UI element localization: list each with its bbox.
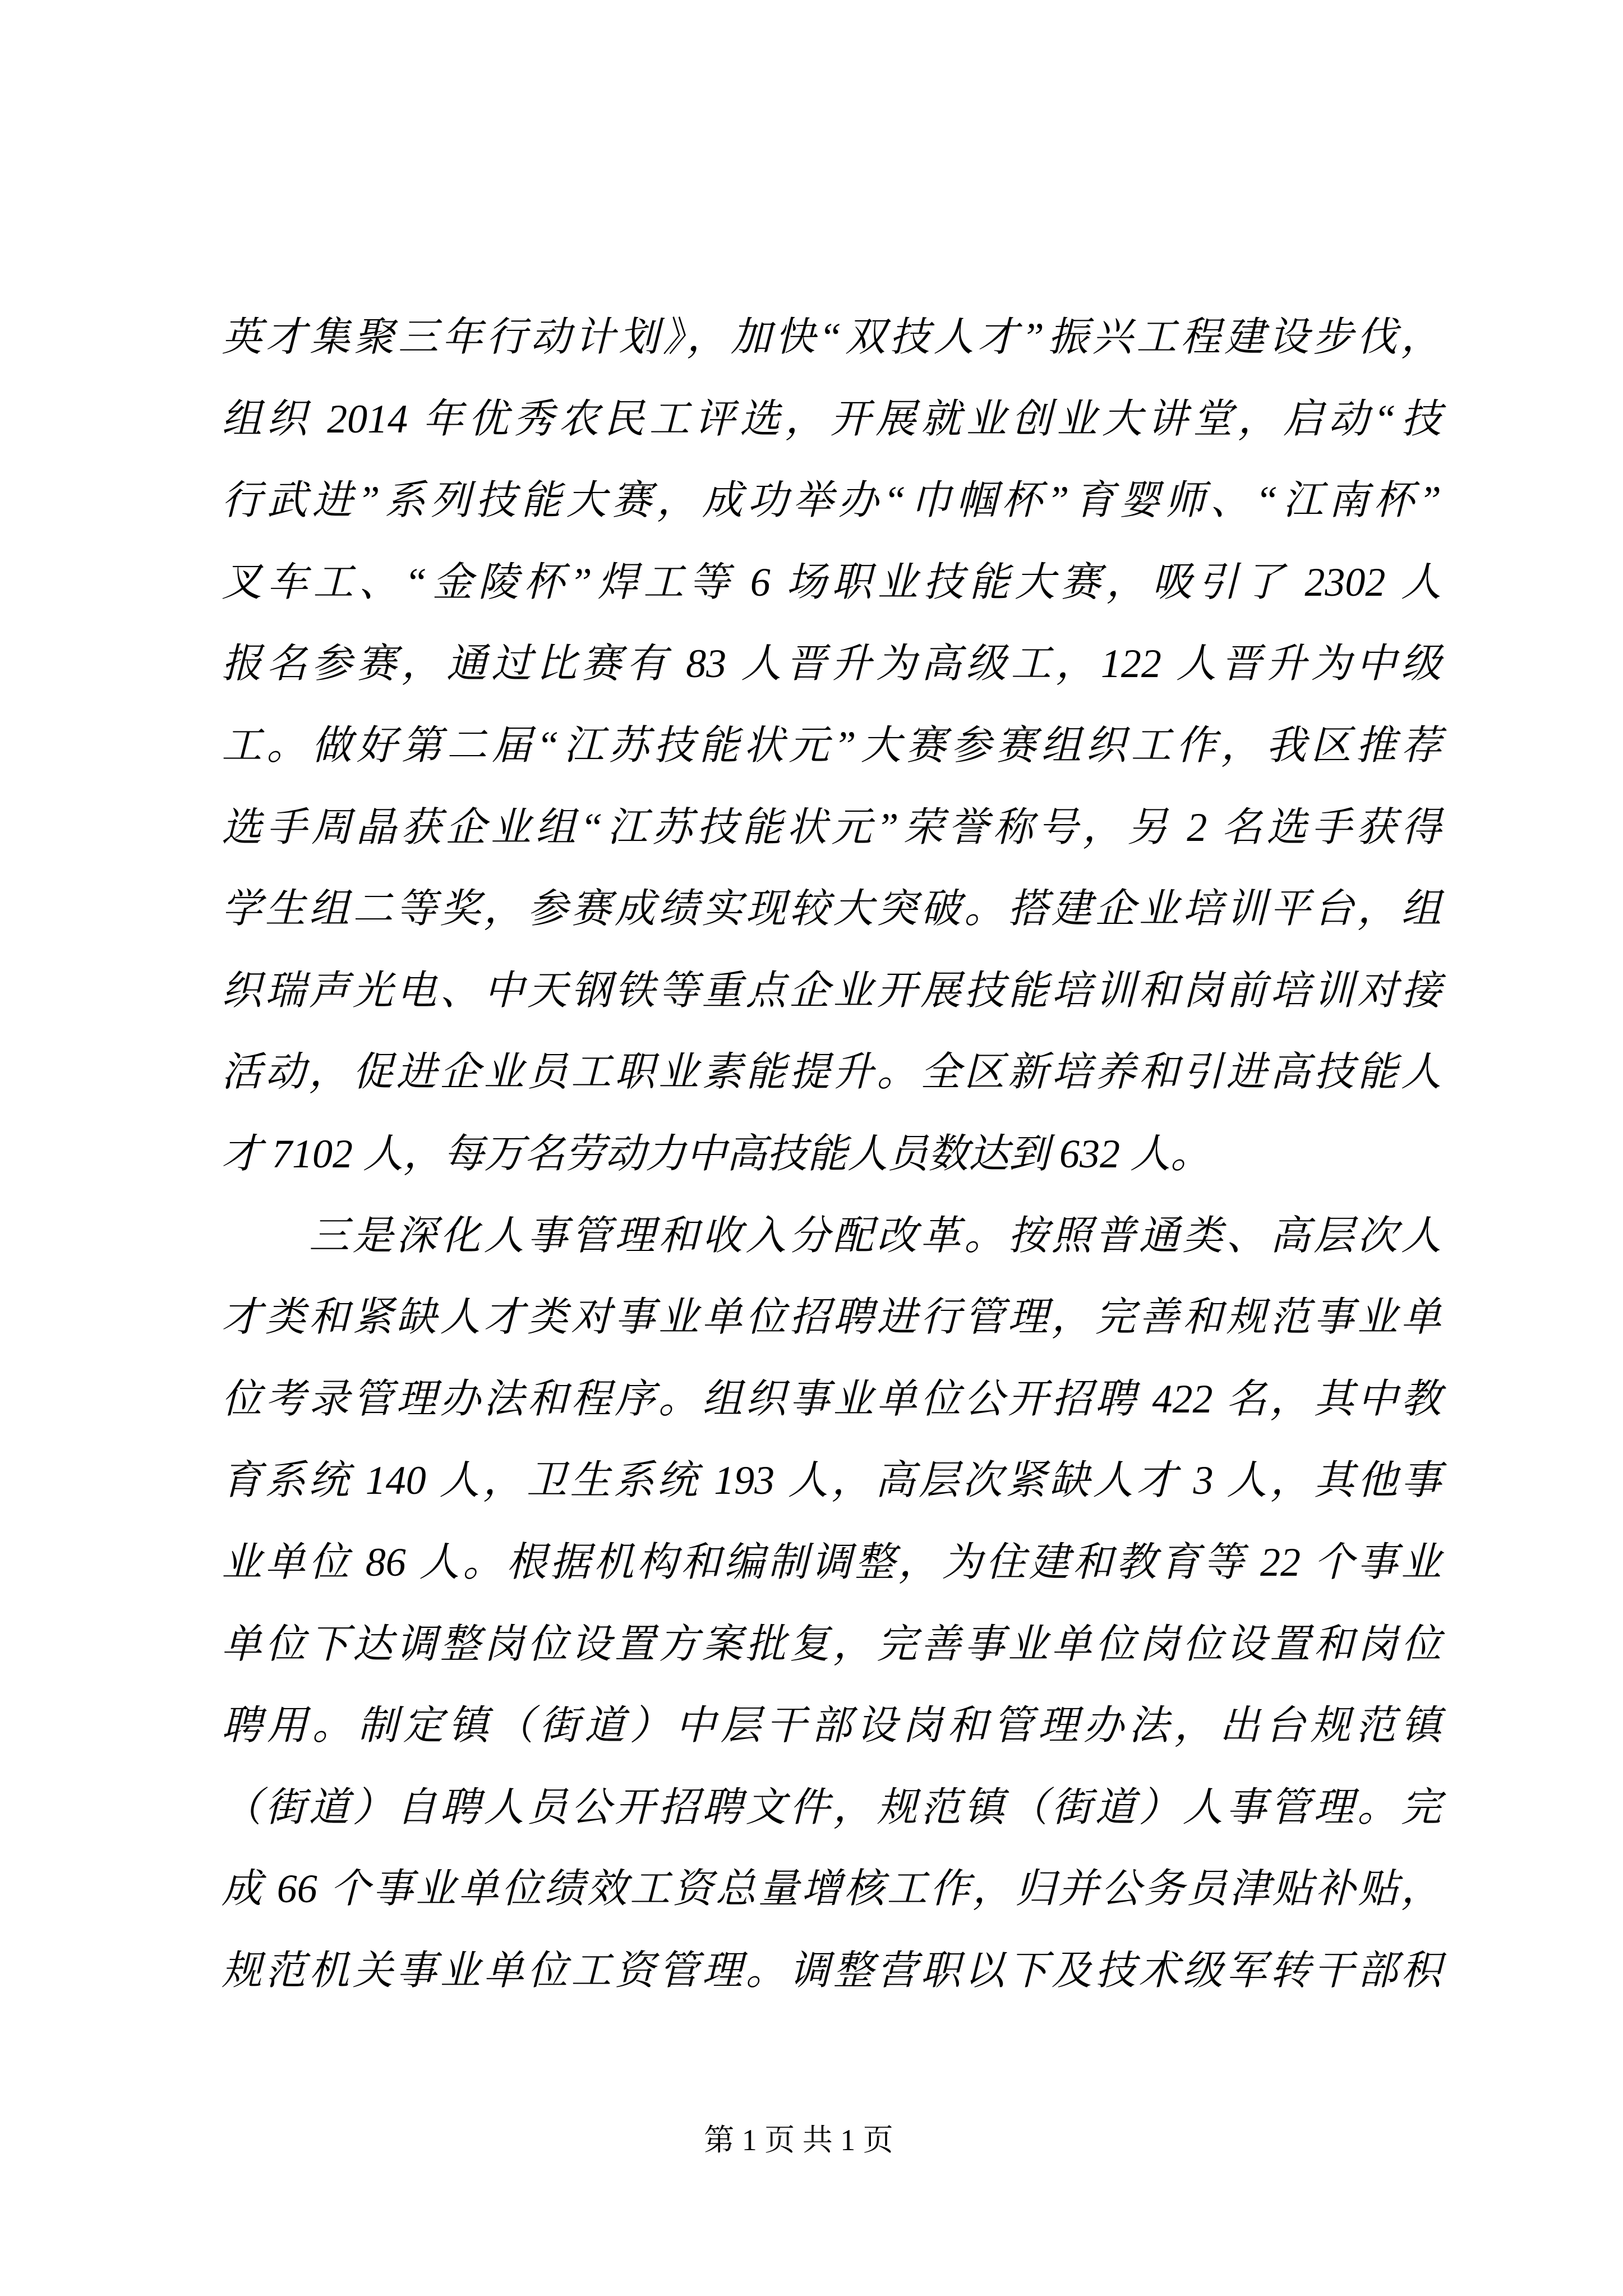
text-line: 活动，促进企业员工职业素能提升。全区新培养和引进高技能人: [222, 1050, 1441, 1095]
text-line: 规范机关事业单位工资管理。调整营职以下及技术级军转干部积: [222, 1948, 1441, 1993]
text-line: 报名参赛，通过比赛有 83 人晋升为高级工，122 人晋升为中级: [222, 641, 1441, 687]
text-line: 组织 2014 年优秀农民工评选，开展就业创业大讲堂，启动“技: [222, 396, 1441, 441]
text-line: 三是深化人事管理和收入分配改革。按照普通类、高层次人: [222, 1213, 1441, 1258]
text-line: 聘用。制定镇（街道）中层干部设岗和管理办法，出台规范镇: [222, 1703, 1441, 1749]
text-line: 业单位 86 人。根据机构和编制调整，为住建和教育等 22 个事业: [222, 1539, 1441, 1585]
page-number-footer: 第 1 页 共 1 页: [704, 2123, 893, 2157]
text-line: 选手周晶获企业组“江苏技能状元”荣誉称号，另 2 名选手获得: [222, 804, 1441, 850]
text-line: 单位下达调整岗位设置方案批复，完善事业单位岗位设置和岗位: [222, 1621, 1441, 1667]
text-line: 才 7102 人，每万名劳动力中高技能人员数达到 632 人。: [222, 1131, 1211, 1176]
text-line: 英才集聚三年行动计划》，加快“双技人才”振兴工程建设步伐，: [222, 315, 1441, 360]
text-line: 叉车工、“金陵杯”焊工等 6 场职业技能大赛，吸引了 2302 人: [222, 559, 1441, 605]
text-line: 学生组二等奖，参赛成绩实现较大突破。搭建企业培训平台，组: [222, 886, 1441, 932]
text-line: 工。做好第二届“江苏技能状元”大赛参赛组织工作，我区推荐: [222, 723, 1441, 768]
text-line: 成 66 个事业单位绩效工资总量增核工作，归并公务员津贴补贴，: [222, 1866, 1441, 1912]
text-line: 位考录管理办法和程序。组织事业单位公开招聘 422 名，其中教: [222, 1376, 1441, 1421]
text-line: 织瑞声光电、中天钢铁等重点企业开展技能培训和岗前培训对接: [222, 968, 1441, 1013]
text-line: 行武进”系列技能大赛，成功举办“巾帼杯”育婴师、“江南杯”: [222, 478, 1441, 523]
text-line: 才类和紧缺人才类对事业单位招聘进行管理，完善和规范事业单: [222, 1295, 1441, 1340]
text-line: 育系统 140 人，卫生系统 193 人，高层次紧缺人才 3 人，其他事: [222, 1458, 1441, 1503]
text-line: （街道）自聘人员公开招聘文件，规范镇（街道）人事管理。完: [222, 1784, 1441, 1830]
document-body: [222, 297, 1441, 2012]
